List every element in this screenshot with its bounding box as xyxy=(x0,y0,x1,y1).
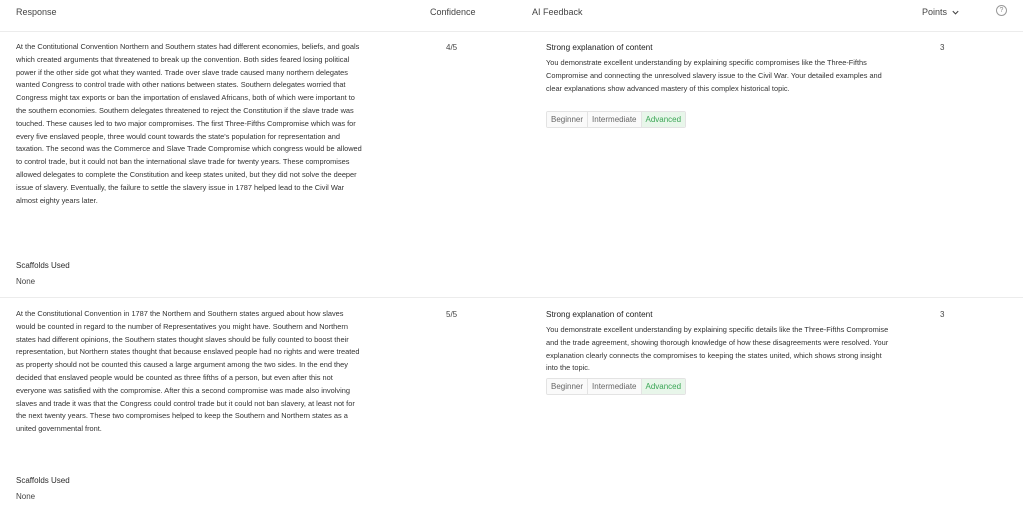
help-icon: ? xyxy=(996,5,1007,16)
level-beginner[interactable]: Beginner xyxy=(547,112,588,127)
feedback-text: You demonstrate excellent understanding by explaining specific details like the Three-Fifths Compromise and the trade agreement, showing thorough knowledge of how these disagreements were resolved. Your explanation clearly connects the compromises to keeping the states united, which shows strong insight into the topic. xyxy=(546,325,889,373)
feedback-title: Strong explanation of content xyxy=(546,43,653,52)
confidence-value: 4/5 xyxy=(446,43,458,52)
scaffolds-used-label: Scaffolds Used xyxy=(16,261,70,270)
feedback-title: Strong explanation of content xyxy=(546,310,653,319)
level-beginner[interactable]: Beginner xyxy=(547,379,588,394)
level-intermediate[interactable]: Intermediate xyxy=(588,379,641,394)
points-value: 3 xyxy=(940,310,945,319)
level-intermediate[interactable]: Intermediate xyxy=(588,112,641,127)
points-header-label: Points xyxy=(922,7,948,17)
student-response-text: At the Contitutional Convention Northern and Southern states had different economies, beliefs, and goals which created arguments that threatened to break up the convention. Both sides feared losing political power if the other side got what they wanted. Trade over slave trade caused many northern delegates wanted Congress to control trade with other nations between states. Southern delegates worried that Congress might tax exports or ban the importation of enslaved Africans, both of which were important to the southern economies. Southern delegates threatened to reject the Constitution if the slave trade was touched. These causes led to two major compromises. The first Three-Fifths Compromise which was for every five enslaved people, three would count towards the state's population for representation and taxation. The second was the Commerce and Slave Trade Compromise which congress would be allowed to control trade, but it could not ban the international slave trade for twenty years. These compromises allowed delegates to complete the Constitution and keep states united, but they did not solve the deeper issue of slavery. Eventually, the failure to settle the slavery issue in 1787 helped lead to the Civil War almost eighty years later. xyxy=(16,42,362,205)
confidence-value: 5/5 xyxy=(446,310,458,319)
column-header-confidence: Confidence xyxy=(430,7,476,17)
level-advanced[interactable]: Advanced xyxy=(642,112,686,127)
feedback-text: You demonstrate excellent understanding by explaining specific compromises like the Three-Fifths Compromise and connecting the unresolved slavery issue to the Civil War. Your detailed examples and clear explanations show advanced mastery of this complex historical topic. xyxy=(546,58,882,93)
scaffolds-used-label: Scaffolds Used xyxy=(16,476,70,485)
column-header-response: Response xyxy=(16,7,57,17)
scaffolds-used-value: None xyxy=(16,277,36,286)
column-header-ai-feedback: AI Feedback xyxy=(532,7,583,17)
table-header xyxy=(0,0,1023,32)
scaffolds-used-value: None xyxy=(16,492,36,501)
chevron-down-icon xyxy=(951,8,960,17)
mastery-level-selector xyxy=(546,111,686,128)
student-response-text: At the Constitutional Convention in 1787 the Northern and Southern states argued about how slaves would be counted in regard to the number of Representatives you might have. Southern and Northern states had different opinions, the Southern states thought slaves should be fully counted to boost their representation, but Northern states thought that because enslaved people had no rights and were treated as property should not be counted this caused a large argument among the two sides. In the end they decided that enslaved people would be counted as three fifths of a person, but even after this not everyone was satisfied with the compromise. After this a second compromise was made also involving slaves and trade it was that the Congress could control trade but it could not ban slavery, at least not for the next twenty years. These two compromises helped to keep the Southern and Northern states as a united governmental front. xyxy=(16,309,360,434)
table-row xyxy=(0,299,1023,513)
level-advanced[interactable]: Advanced xyxy=(642,379,686,394)
column-header-points-sort[interactable] xyxy=(922,7,960,18)
table-row xyxy=(0,32,1023,298)
help-button[interactable] xyxy=(996,5,1007,16)
points-value: 3 xyxy=(940,43,945,52)
mastery-level-selector xyxy=(546,378,686,395)
